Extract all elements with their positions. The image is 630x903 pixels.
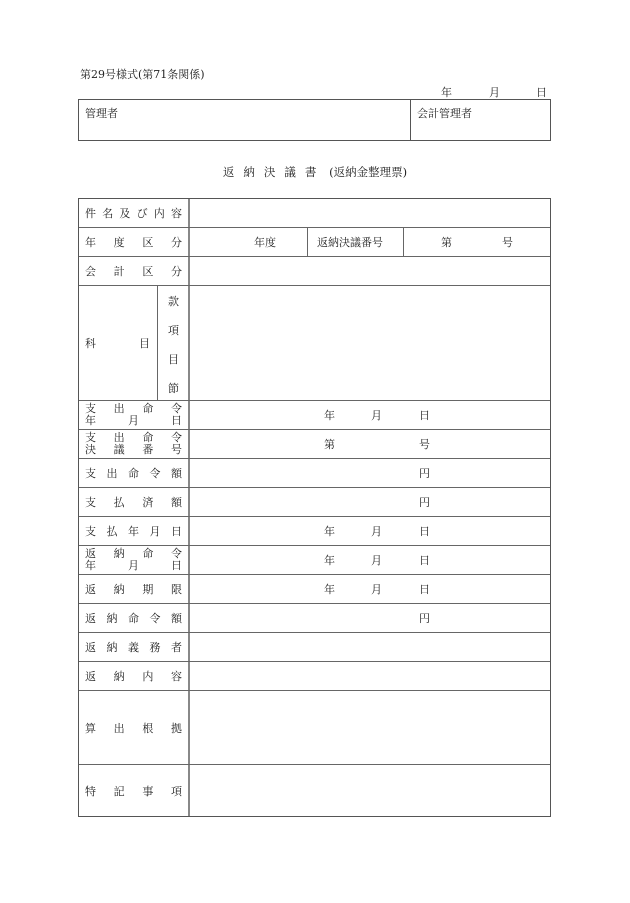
cell-divider (403, 228, 404, 256)
label-char: 納 (106, 641, 118, 654)
row-account-category (79, 257, 550, 286)
label-char: 納 (113, 547, 125, 560)
label-char: 出 (113, 721, 125, 735)
expenditure-decision-number-field[interactable] (190, 430, 550, 458)
day-unit: 日 (419, 583, 430, 596)
sub-label-kou: 項 (168, 324, 179, 337)
row-budget-item (79, 286, 550, 401)
label-cell (79, 765, 190, 816)
label-char: 支 (85, 402, 96, 415)
label-char: 支 (85, 431, 96, 444)
label-char: 済 (142, 496, 154, 509)
label-char: 事 (142, 784, 154, 798)
payment-date-field[interactable] (190, 517, 550, 545)
label-char: 目 (139, 337, 150, 350)
label-char: 令 (149, 612, 161, 625)
label-char: 決 (85, 443, 96, 456)
row-payment-date (79, 517, 550, 546)
label-cell (79, 575, 190, 603)
label-char: 算 (85, 721, 96, 735)
number-prefix: 第 (324, 438, 335, 451)
label-char: 議 (113, 443, 125, 456)
expenditure-order-date-field[interactable] (190, 401, 550, 429)
label-cell (79, 286, 190, 400)
label-char: 払 (106, 525, 118, 538)
year-unit: 年 (324, 583, 335, 596)
title-subtitle: (返納金整理票) (329, 165, 408, 179)
header-date-year: 年 (441, 86, 452, 99)
refund-obligor-field[interactable] (190, 633, 550, 661)
label-char: 根 (142, 721, 154, 735)
label-char: 月 (149, 525, 161, 538)
label-char: 記 (113, 784, 125, 798)
label-char: 月 (128, 414, 139, 427)
header-date-day: 日 (536, 86, 547, 99)
yen-unit: 円 (419, 612, 430, 625)
label-char: 区 (142, 265, 154, 278)
row-paid-amount (79, 488, 550, 517)
label-char: 計 (113, 265, 125, 278)
label-cell (79, 459, 190, 487)
label-char: 年 (85, 236, 96, 249)
label-char: 項 (170, 784, 182, 798)
title-main (223, 165, 329, 179)
label-char: 出 (113, 431, 125, 444)
number-suffix: 号 (419, 438, 430, 451)
label-char: 納 (113, 583, 125, 596)
label-char: 返 (85, 547, 96, 560)
cell-divider (307, 228, 308, 256)
row-refund-deadline (79, 575, 550, 604)
budget-sub-labels (157, 286, 189, 400)
label-char: 区 (142, 236, 154, 249)
label-char: 年 (85, 414, 96, 427)
label-char: 額 (171, 612, 182, 625)
label-char: 返 (85, 612, 96, 625)
label-char: 命 (128, 612, 139, 625)
label-cell (79, 604, 190, 632)
label-char: 命 (142, 431, 154, 444)
budget-item-field[interactable] (190, 286, 550, 400)
label-char: 科 (85, 337, 96, 350)
sub-label-setsu: 節 (168, 382, 179, 395)
label-char: 及 (119, 207, 131, 220)
label-char: 特 (85, 784, 96, 798)
label-char: 出 (106, 467, 118, 480)
refund-order-date-field[interactable] (190, 546, 550, 574)
year-unit: 年 (324, 409, 335, 422)
label-char: 納 (113, 670, 125, 683)
title-char: 返 (222, 165, 235, 179)
label-char: 者 (171, 641, 182, 654)
label-char: 件 (85, 207, 96, 220)
label-char: 期 (142, 583, 154, 596)
label-char: 務 (149, 641, 161, 654)
label-char: 容 (170, 207, 182, 220)
fiscal-year-unit: 年度 (254, 236, 276, 249)
label-char: 令 (149, 467, 161, 480)
label-cell (79, 633, 190, 661)
accounting-manager-label: 会計管理者 (417, 107, 472, 120)
label-char: 日 (171, 559, 182, 572)
label-char: 支 (85, 525, 96, 538)
label-char: 令 (170, 547, 182, 560)
number-suffix: 号 (502, 236, 513, 249)
account-category-field[interactable] (190, 257, 550, 285)
year-unit: 年 (324, 554, 335, 567)
year-unit: 年 (324, 525, 335, 538)
row-expenditure-decision-number (79, 430, 550, 459)
label-cell (79, 228, 190, 256)
label-char: 番 (142, 443, 154, 456)
label-char: 限 (170, 583, 182, 596)
label-char: び (136, 207, 148, 220)
label-cell (79, 257, 190, 285)
form-number: 第29号様式(第71条関係) (80, 68, 205, 81)
day-unit: 日 (419, 409, 430, 422)
label-char: 返 (85, 641, 96, 654)
label-char: 名 (102, 207, 114, 220)
label-char: 分 (170, 236, 182, 249)
title-char: 議 (284, 165, 296, 179)
row-expenditure-order-amount (79, 459, 550, 488)
label-char: 年 (128, 525, 139, 538)
refund-deadline-field[interactable] (190, 575, 550, 603)
label-char: 納 (106, 612, 118, 625)
expenditure-order-amount-field[interactable] (190, 459, 550, 487)
row-fiscal-year (79, 228, 550, 257)
sub-label-moku: 目 (168, 353, 179, 366)
label-cell (79, 401, 190, 429)
special-notes-field[interactable] (190, 765, 550, 816)
label-char: 義 (128, 641, 139, 654)
label-cell (79, 199, 190, 227)
label-char: 令 (170, 431, 182, 444)
row-refund-details (79, 662, 550, 691)
label-char: 日 (171, 414, 182, 427)
fiscal-year-field[interactable] (190, 228, 550, 256)
label-char: 分 (170, 265, 182, 278)
decision-number-label: 返納決議番号 (317, 236, 383, 249)
label-char: 命 (128, 467, 139, 480)
label-char: 容 (170, 670, 182, 683)
label-char: 額 (170, 496, 182, 509)
label-char: 返 (85, 583, 96, 596)
row-refund-order-date (79, 546, 550, 575)
label-cell (79, 662, 190, 690)
label-cell (79, 430, 190, 458)
month-unit: 月 (371, 525, 382, 538)
paid-amount-field[interactable] (190, 488, 550, 516)
approver-box (78, 99, 551, 141)
yen-unit: 円 (419, 496, 430, 509)
label-cell (79, 546, 190, 574)
label-char: 年 (85, 559, 96, 572)
row-refund-obligor (79, 633, 550, 662)
label-cell (79, 488, 190, 516)
label-char: 返 (85, 670, 96, 683)
month-unit: 月 (371, 554, 382, 567)
refund-details-field[interactable] (190, 662, 550, 690)
title-char: 納 (243, 165, 255, 179)
approver-divider (410, 100, 411, 140)
label-char: 会 (85, 265, 96, 278)
yen-unit: 円 (419, 467, 430, 480)
label-char: 日 (171, 525, 182, 538)
label-char: 額 (171, 467, 182, 480)
row-special-notes (79, 765, 550, 816)
label-cell (79, 517, 190, 545)
sub-label-kan: 款 (168, 295, 179, 308)
header-date-month: 月 (489, 86, 500, 99)
label-char: 内 (153, 207, 165, 220)
row-subject (79, 199, 550, 228)
refund-decision-table (78, 198, 551, 817)
label-char: 拠 (170, 721, 182, 735)
title-char: 書 (304, 165, 317, 179)
manager-label: 管理者 (85, 107, 118, 120)
label-char: 月 (128, 559, 139, 572)
row-refund-order-amount (79, 604, 550, 633)
row-expenditure-order-date (79, 401, 550, 430)
refund-order-amount-field[interactable] (190, 604, 550, 632)
label-char: 度 (113, 236, 125, 249)
label-char: 命 (142, 547, 154, 560)
label-char: 内 (142, 670, 154, 683)
document-title (0, 164, 630, 180)
label-char: 支 (85, 496, 96, 509)
subject-field[interactable] (190, 199, 550, 227)
day-unit: 日 (419, 525, 430, 538)
label-char: 出 (113, 402, 125, 415)
month-unit: 月 (371, 409, 382, 422)
label-char: 号 (170, 443, 182, 456)
label-cell (79, 691, 190, 764)
month-unit: 月 (371, 583, 382, 596)
title-char: 決 (263, 165, 276, 179)
day-unit: 日 (419, 554, 430, 567)
number-prefix: 第 (441, 236, 452, 249)
label-char: 命 (142, 402, 154, 415)
calculation-basis-field[interactable] (190, 691, 550, 764)
label-char: 令 (170, 402, 182, 415)
label-char: 支 (85, 467, 96, 480)
label-char: 払 (113, 496, 125, 509)
row-calculation-basis (79, 691, 550, 765)
